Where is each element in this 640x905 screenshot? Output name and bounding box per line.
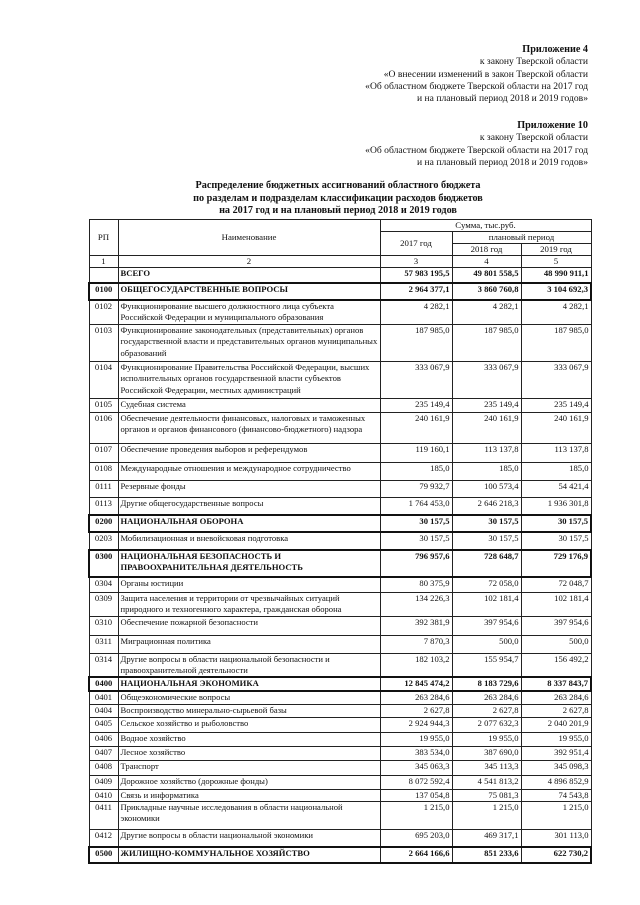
- header-rp: РП: [89, 220, 118, 256]
- table-row: [89, 677, 591, 691]
- row-value-2019: 397 954,6: [521, 616, 591, 635]
- row-name: НАЦИОНАЛЬНАЯ ОБОРОНА: [118, 515, 380, 532]
- row-name: Общеэкономические вопросы: [118, 691, 380, 704]
- row-code: 0314: [89, 653, 118, 677]
- row-value-2019: 102 181,4: [521, 593, 591, 616]
- row-value-2019: 301 113,0: [521, 829, 591, 847]
- row-value-2017: 240 161,9: [380, 413, 452, 444]
- row-value-2017: 695 203,0: [380, 829, 452, 847]
- header-colnum: 5: [521, 256, 591, 268]
- document-title-line: по разделам и подразделам классификации расходов бюджетов: [193, 192, 483, 204]
- header-colnum: 3: [380, 256, 452, 268]
- row-value-2017: 392 381,9: [380, 616, 452, 635]
- row-code: 0500: [89, 847, 118, 863]
- row-code: 0408: [89, 760, 118, 775]
- header-2017: 2017 год: [380, 232, 452, 256]
- table-row: [89, 829, 591, 847]
- row-name: ОБЩЕГОСУДАРСТВЕННЫЕ ВОПРОСЫ: [118, 283, 380, 300]
- row-code: 0410: [89, 789, 118, 801]
- row-value-2019: 19 955,0: [521, 732, 591, 746]
- row-value-2018: 8 183 729,6: [452, 677, 521, 691]
- table-row: [89, 691, 591, 704]
- row-name: Обеспечение пожарной безопасности: [118, 616, 380, 635]
- row-value-2018: 2 077 632,3: [452, 717, 521, 732]
- row-value-2018: 469 317,1: [452, 829, 521, 847]
- row-code: 0310: [89, 616, 118, 635]
- row-value-2017: 2 627,8: [380, 704, 452, 717]
- row-name: Другие вопросы в области национальной экономики: [118, 829, 380, 847]
- row-value-2017: 134 226,3: [380, 593, 452, 616]
- row-value-2019: 72 048,7: [521, 577, 591, 593]
- row-value-2019: 185,0: [521, 463, 591, 481]
- table-row: [89, 550, 591, 577]
- table-row: [89, 789, 591, 801]
- table-row: [89, 717, 591, 732]
- row-code: 0407: [89, 746, 118, 760]
- row-value-2019: 263 284,6: [521, 691, 591, 704]
- row-value-2018: 728 648,7: [452, 550, 521, 577]
- table-row: [89, 413, 591, 444]
- table-row: [89, 847, 591, 863]
- header-colnum: 1: [89, 256, 118, 268]
- row-value-2018: 30 157,5: [452, 515, 521, 532]
- row-value-2019: 156 492,2: [521, 653, 591, 677]
- row-value-2018: 235 149,4: [452, 399, 521, 413]
- row-value-2017: 383 534,0: [380, 746, 452, 760]
- row-name: Связь и информатика: [118, 789, 380, 801]
- table-row: [89, 704, 591, 717]
- row-value-2018: 263 284,6: [452, 691, 521, 704]
- appendix-4-line: «О внесении изменений в закон Тверской области: [383, 68, 588, 80]
- appendix-4-header: [365, 44, 588, 105]
- row-value-2019: 333 067,9: [521, 362, 591, 399]
- appendix-4-line: и на плановый период 2018 и 2019 годов»: [417, 93, 588, 105]
- row-code: 0401: [89, 691, 118, 704]
- row-value-2018: 30 157,5: [452, 532, 521, 550]
- row-value-2017: 2 924 944,3: [380, 717, 452, 732]
- row-code: 0409: [89, 775, 118, 789]
- row-value-2018: 2 646 218,3: [452, 498, 521, 515]
- table-row: [89, 616, 591, 635]
- row-value-2019: 235 149,4: [521, 399, 591, 413]
- budget-table: [88, 219, 592, 864]
- row-value-2018: 1 215,0: [452, 801, 521, 829]
- row-value-2017: 796 957,6: [380, 550, 452, 577]
- row-value-2019: 54 421,4: [521, 481, 591, 498]
- row-value-2018: 100 573,4: [452, 481, 521, 498]
- row-value-2019: 4 896 852,9: [521, 775, 591, 789]
- row-name: Резервные фонды: [118, 481, 380, 498]
- table-row: [89, 593, 591, 616]
- row-value-2018: 345 113,3: [452, 760, 521, 775]
- row-value-2018: 4 541 813,2: [452, 775, 521, 789]
- row-value-2018: 75 081,3: [452, 789, 521, 801]
- row-value-2018: 387 690,0: [452, 746, 521, 760]
- row-value-2019: 729 176,9: [521, 550, 591, 577]
- row-value-2017: 8 072 592,4: [380, 775, 452, 789]
- document-title: [88, 180, 588, 218]
- row-value-2019: 4 282,1: [521, 300, 591, 325]
- row-name: Функционирование высшего должностного лица субъекта Российской Федерации и муниципального образования: [118, 300, 380, 325]
- table-row: [89, 325, 591, 362]
- table-row: [89, 532, 591, 550]
- row-value-2019: 345 098,3: [521, 760, 591, 775]
- row-value-2017: 80 375,9: [380, 577, 452, 593]
- appendix-10-line: к закону Тверской области: [479, 132, 588, 144]
- row-name: Сельское хозяйство и рыболовство: [118, 717, 380, 732]
- document-title-line: Распределение бюджетных ассигнований областного бюджета: [195, 180, 481, 191]
- row-value-2018: 333 067,9: [452, 362, 521, 399]
- row-code: 0102: [89, 300, 118, 325]
- row-name: ЖИЛИЩНО-КОММУНАЛЬНОЕ ХОЗЯЙСТВО: [118, 847, 380, 863]
- header-name: Наименование: [118, 220, 380, 256]
- row-value-2017: 7 870,3: [380, 635, 452, 653]
- row-value-2018: 72 058,0: [452, 577, 521, 593]
- header-2019: 2019 год: [521, 244, 591, 256]
- row-code: 0107: [89, 444, 118, 463]
- row-name: Органы юстиции: [118, 577, 380, 593]
- row-value-2018: 500,0: [452, 635, 521, 653]
- row-name: Функционирование Правительства Российской Федерации, высших исполнительных органов государственной власти субъектов Российской Федерации, местных администраций: [118, 362, 380, 399]
- row-value-2019: 74 543,8: [521, 789, 591, 801]
- row-code: 0105: [89, 399, 118, 413]
- row-value-2017: 345 063,3: [380, 760, 452, 775]
- row-code: 0103: [89, 325, 118, 362]
- row-name: Другие вопросы в области национальной безопасности и правоохранительной деятельности: [118, 653, 380, 677]
- row-code: 0406: [89, 732, 118, 746]
- row-value-2018: 187 985,0: [452, 325, 521, 362]
- row-value-2018: 397 954,6: [452, 616, 521, 635]
- row-value-2017: 4 282,1: [380, 300, 452, 325]
- row-value-2017: 30 157,5: [380, 515, 452, 532]
- table-row: [89, 399, 591, 413]
- row-name: Лесное хозяйство: [118, 746, 380, 760]
- row-code: [89, 268, 118, 283]
- header-colnum: 2: [118, 256, 380, 268]
- row-value-2017: 235 149,4: [380, 399, 452, 413]
- row-value-2017: 187 985,0: [380, 325, 452, 362]
- table-row: [89, 760, 591, 775]
- table-row: [89, 268, 591, 283]
- row-value-2019: 622 730,2: [521, 847, 591, 863]
- row-value-2018: 4 282,1: [452, 300, 521, 325]
- table-row: [89, 577, 591, 593]
- header-sum: Сумма, тыс.руб.: [380, 220, 591, 232]
- row-value-2017: 137 054,8: [380, 789, 452, 801]
- appendix-4-line: к закону Тверской области: [479, 56, 588, 68]
- row-code: 0111: [89, 481, 118, 498]
- row-value-2019: 1 936 301,8: [521, 498, 591, 515]
- table-row: [89, 801, 591, 829]
- row-name: ВСЕГО: [118, 268, 380, 283]
- table-row: [89, 653, 591, 677]
- row-name: Дорожное хозяйство (дорожные фонды): [118, 775, 380, 789]
- row-name: Защита населения и территории от чрезвычайных ситуаций природного и техногенного характера, гражданская оборона: [118, 593, 380, 616]
- row-value-2018: 240 161,9: [452, 413, 521, 444]
- table-row: [89, 300, 591, 325]
- row-code: 0309: [89, 593, 118, 616]
- row-value-2019: 187 985,0: [521, 325, 591, 362]
- row-value-2019: 3 104 692,3: [521, 283, 591, 300]
- row-name: Миграционная политика: [118, 635, 380, 653]
- row-value-2018: 2 627,8: [452, 704, 521, 717]
- row-value-2019: 113 137,8: [521, 444, 591, 463]
- appendix-10-title: Приложение 10: [517, 120, 588, 131]
- row-value-2018: 155 954,7: [452, 653, 521, 677]
- table-row: [89, 283, 591, 300]
- row-code: 0411: [89, 801, 118, 829]
- row-code: 0412: [89, 829, 118, 847]
- appendix-4-title: Приложение 4: [522, 44, 588, 55]
- row-value-2019: 500,0: [521, 635, 591, 653]
- header-2018: 2018 год: [452, 244, 521, 256]
- row-value-2019: 2 040 201,9: [521, 717, 591, 732]
- row-code: 0311: [89, 635, 118, 653]
- row-code: 0100: [89, 283, 118, 300]
- table-row: [89, 775, 591, 789]
- row-name: Функционирование законодательных (представительных) органов государственной власти и представительных органов муниципальных образований: [118, 325, 380, 362]
- row-value-2017: 79 932,7: [380, 481, 452, 498]
- row-value-2018: 3 860 760,8: [452, 283, 521, 300]
- table-row: [89, 732, 591, 746]
- row-value-2019: 8 337 843,7: [521, 677, 591, 691]
- row-value-2017: 182 103,2: [380, 653, 452, 677]
- row-code: 0113: [89, 498, 118, 515]
- row-value-2019: 1 215,0: [521, 801, 591, 829]
- row-code: 0108: [89, 463, 118, 481]
- row-name: Прикладные научные исследования в области национальной экономики: [118, 801, 380, 829]
- row-code: 0405: [89, 717, 118, 732]
- table-row: [89, 362, 591, 399]
- row-name: Обеспечение деятельности финансовых, налоговых и таможенных органов и органов финансового (финансово-бюджетного) надзора: [118, 413, 380, 444]
- appendix-10-line: и на плановый период 2018 и 2019 годов»: [417, 156, 588, 168]
- row-value-2019: 392 951,4: [521, 746, 591, 760]
- header-plan-period: плановый период: [452, 232, 591, 244]
- row-code: 0300: [89, 550, 118, 577]
- row-value-2019: 30 157,5: [521, 515, 591, 532]
- row-value-2017: 185,0: [380, 463, 452, 481]
- row-value-2018: 851 233,6: [452, 847, 521, 863]
- row-name: Мобилизационная и вневойсковая подготовка: [118, 532, 380, 550]
- row-name: Воспроизводство минерально-сырьевой базы: [118, 704, 380, 717]
- row-name: Транспорт: [118, 760, 380, 775]
- table-row: [89, 498, 591, 515]
- row-value-2017: 30 157,5: [380, 532, 452, 550]
- row-value-2018: 49 801 558,5: [452, 268, 521, 283]
- table-row: [89, 463, 591, 481]
- row-name: Международные отношения и международное сотрудничество: [118, 463, 380, 481]
- row-value-2017: 1 764 453,0: [380, 498, 452, 515]
- row-name: НАЦИОНАЛЬНАЯ БЕЗОПАСНОСТЬ И ПРАВООХРАНИТЕЛЬНАЯ ДЕЯТЕЛЬНОСТЬ: [118, 550, 380, 577]
- header-colnum: 4: [452, 256, 521, 268]
- row-value-2018: 113 137,8: [452, 444, 521, 463]
- row-name: Другие общегосударственные вопросы: [118, 498, 380, 515]
- row-value-2017: 19 955,0: [380, 732, 452, 746]
- row-value-2019: 240 161,9: [521, 413, 591, 444]
- document-title-line: на 2017 год и на плановый период 2018 и 2019 годов: [219, 205, 457, 216]
- row-value-2017: 2 664 166,6: [380, 847, 452, 863]
- appendix-10-header: [365, 120, 588, 169]
- table-row: [89, 481, 591, 498]
- row-value-2017: 333 067,9: [380, 362, 452, 399]
- row-value-2018: 102 181,4: [452, 593, 521, 616]
- row-code: 0400: [89, 677, 118, 691]
- row-name: Водное хозяйство: [118, 732, 380, 746]
- row-value-2018: 19 955,0: [452, 732, 521, 746]
- row-code: 0304: [89, 577, 118, 593]
- table-row: [89, 444, 591, 463]
- row-value-2017: 2 964 377,1: [380, 283, 452, 300]
- row-name: Судебная система: [118, 399, 380, 413]
- row-value-2017: 119 160,1: [380, 444, 452, 463]
- row-value-2019: 48 990 911,1: [521, 268, 591, 283]
- row-value-2017: 1 215,0: [380, 801, 452, 829]
- row-value-2018: 185,0: [452, 463, 521, 481]
- row-value-2017: 12 845 474,2: [380, 677, 452, 691]
- row-value-2017: 57 983 195,5: [380, 268, 452, 283]
- row-code: 0200: [89, 515, 118, 532]
- row-code: 0404: [89, 704, 118, 717]
- table-row: [89, 635, 591, 653]
- row-value-2019: 2 627,8: [521, 704, 591, 717]
- row-code: 0104: [89, 362, 118, 399]
- row-value-2019: 30 157,5: [521, 532, 591, 550]
- row-name: Обеспечение проведения выборов и референдумов: [118, 444, 380, 463]
- row-code: 0106: [89, 413, 118, 444]
- table-row: [89, 515, 591, 532]
- row-value-2017: 263 284,6: [380, 691, 452, 704]
- appendix-4-line: «Об областном бюджете Тверской области на 2017 год: [365, 80, 588, 92]
- appendix-10-line: «Об областном бюджете Тверской области на 2017 год: [365, 144, 588, 156]
- row-code: 0203: [89, 532, 118, 550]
- row-name: НАЦИОНАЛЬНАЯ ЭКОНОМИКА: [118, 677, 380, 691]
- table-row: [89, 746, 591, 760]
